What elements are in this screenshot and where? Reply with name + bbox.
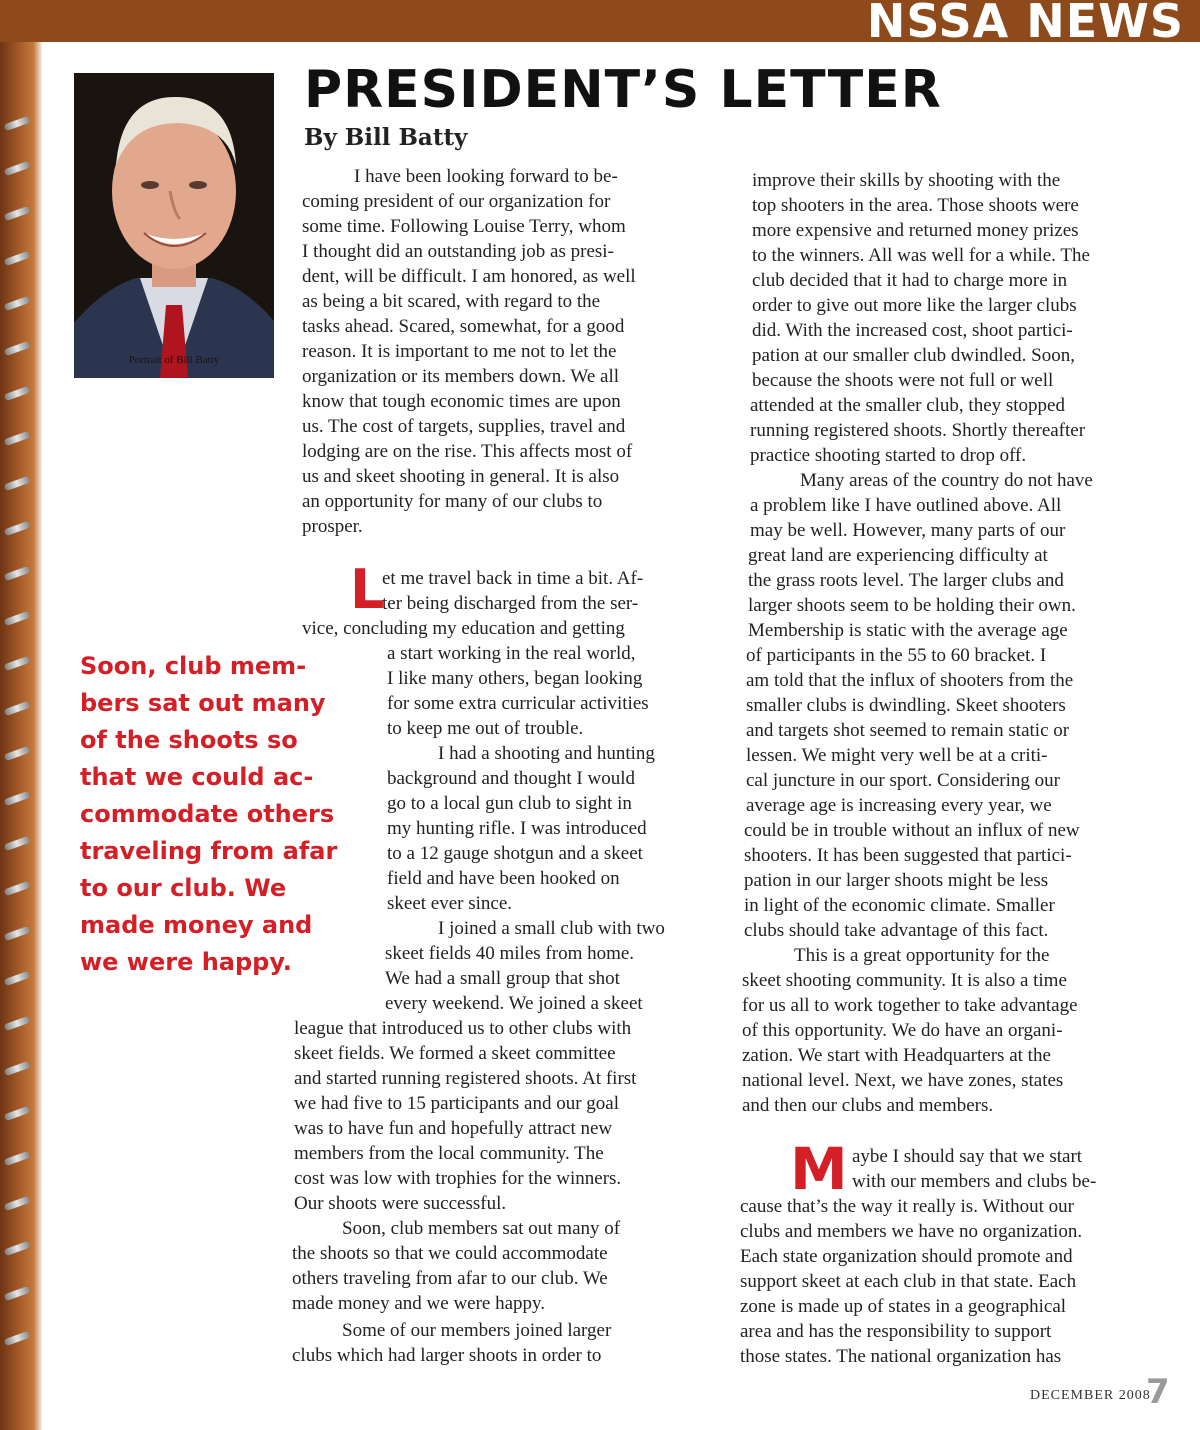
binding-ring [4, 1241, 31, 1256]
body-line: could be in trouble without an influx of new [744, 820, 1080, 841]
binding-ring [4, 836, 31, 851]
body-line: club decided that it had to charge more in [752, 270, 1068, 291]
body-line: with our members and clubs be- [852, 1171, 1097, 1192]
body-line: skeet ever since. [387, 893, 513, 914]
body-line: shooters. It has been suggested that partici- [744, 845, 1072, 866]
binding-ring [4, 1016, 31, 1031]
binding-ring [4, 431, 31, 446]
body-line: average age is increasing every year, we [746, 795, 1052, 816]
body-line: am told that the influx of shooters from the [746, 670, 1074, 691]
body-line: a problem like I have outlined above. All [750, 495, 1062, 516]
pull-quote-line: to our club. We [80, 874, 287, 902]
binding-ring [4, 971, 31, 986]
binding-ring [4, 1151, 31, 1166]
body-line: attended at the smaller club, they stopped [750, 395, 1065, 416]
binding-ring [4, 296, 31, 311]
body-line: an opportunity for many of our clubs to [302, 491, 603, 512]
body-line: as being a bit scared, with regard to the [302, 291, 601, 312]
binding-ring [4, 1106, 31, 1121]
body-line: to keep me out of trouble. [387, 718, 584, 739]
body-line: I like many others, began looking [387, 668, 643, 689]
body-line: a start working in the real world, [387, 643, 636, 664]
body-line: for some extra curricular activities [387, 693, 649, 714]
binding-ring [4, 656, 31, 671]
body-line: zone is made up of states in a geographical [740, 1296, 1067, 1317]
author-photo-alt: Portrait of Bill Batty [128, 354, 220, 366]
body-line: the grass roots level. The larger clubs and [748, 570, 1064, 591]
body-line: those states. The national organization has [740, 1346, 1062, 1367]
body-line: tasks ahead. Scared, somewhat, for a good [302, 316, 625, 337]
binding-ring [4, 1286, 31, 1301]
body-line: to the winners. All was well for a while. The [752, 245, 1090, 266]
binding-ring [4, 1196, 31, 1211]
body-line: some time. Following Louise Terry, whom [302, 216, 626, 237]
binding-ring [4, 1331, 31, 1346]
body-line: Many areas of the country do not have [800, 470, 1093, 491]
body-line: practice shooting started to drop off. [750, 445, 1027, 466]
body-line: us and skeet shooting in general. It is also [302, 466, 620, 487]
binding-ring [4, 746, 31, 761]
issue-date: DECEMBER 2008 [1030, 1388, 1151, 1403]
body-line: and then our clubs and members. [742, 1095, 994, 1116]
binding-ring [4, 791, 31, 806]
binding-ring [4, 926, 31, 941]
body-line: Our shoots were successful. [294, 1193, 507, 1214]
body-line: larger shoots seem to be holding their own. [748, 595, 1076, 616]
body-line: skeet shooting community. It is also a time [742, 970, 1067, 991]
body-line: coming president of our organization for [302, 191, 611, 212]
pull-quote-line: traveling from afar [80, 837, 338, 865]
body-line: my hunting rifle. I was introduced [387, 818, 647, 839]
body-line: lodging are on the rise. This affects most of [302, 441, 633, 462]
section-tag: NSSA NEWS [866, 0, 1184, 48]
body-line: vice, concluding my education and getting [302, 618, 625, 639]
body-line: clubs which had larger shoots in order to [292, 1345, 602, 1366]
binding-ring [4, 386, 31, 401]
pull-quote-line: that we could ac- [80, 763, 314, 791]
body-line: field and have been hooked on [387, 868, 620, 889]
pull-quote-line: Soon, club mem- [80, 652, 307, 680]
body-line: was to have fun and hopefully attract new [294, 1118, 613, 1139]
body-line: I thought did an outstanding job as presi- [302, 241, 614, 262]
body-line: et me travel back in time a bit. Af- [382, 568, 644, 589]
body-line: background and thought I would [387, 768, 636, 789]
body-line: pation at our smaller club dwindled. Soon, [752, 345, 1075, 366]
binding-ring [4, 521, 31, 536]
binding-ring [4, 341, 31, 356]
drop-cap-m: M [790, 1135, 848, 1203]
pull-quote-line: of the shoots so [80, 726, 298, 754]
binding-ring [4, 701, 31, 716]
body-line: and targets shot seemed to remain static or [746, 720, 1070, 741]
body-line: may be well. However, many parts of our [750, 520, 1066, 541]
body-line: reason. It is important to me not to let the [302, 341, 617, 362]
body-line: clubs and members we have no organization. [740, 1221, 1083, 1242]
body-line: This is a great opportunity for the [794, 945, 1050, 966]
body-line: members from the local community. The [294, 1143, 604, 1164]
body-line: others traveling from afar to our club. We [292, 1268, 608, 1289]
body-line: we had five to 15 participants and our goal [294, 1093, 620, 1114]
body-line: in light of the economic climate. Smaller [744, 895, 1055, 916]
body-line: more expensive and returned money prizes [752, 220, 1079, 241]
binding-ring [4, 611, 31, 626]
body-line: I had a shooting and hunting [438, 743, 655, 764]
body-line: for us all to work together to take advantage [742, 995, 1078, 1016]
body-line: and started running registered shoots. At first [294, 1068, 637, 1089]
body-line: aybe I should say that we start [852, 1146, 1083, 1167]
body-line: clubs should take advantage of this fact. [744, 920, 1049, 941]
article-byline: By Bill Batty [304, 124, 468, 151]
body-line: dent, will be difficult. I am honored, as well [302, 266, 636, 287]
body-line: Soon, club members sat out many of [342, 1218, 621, 1239]
binding-ring [4, 476, 31, 491]
body-line: running registered shoots. Shortly thereafter [750, 420, 1086, 441]
body-line: We had a small group that shot [385, 968, 620, 989]
binding-ring [4, 161, 31, 176]
body-line: did. With the increased cost, shoot partici- [752, 320, 1073, 341]
body-line: cause that’s the way it really is. Without our [740, 1196, 1074, 1217]
body-line: go to a local gun club to sight in [387, 793, 632, 814]
body-line: lessen. We might very well be at a criti- [746, 745, 1048, 766]
body-line: area and has the responsibility to support [740, 1321, 1052, 1342]
body-line: cost was low with trophies for the winners. [294, 1168, 622, 1189]
body-line: national level. Next, we have zones, states [742, 1070, 1064, 1091]
binding-ring [4, 1061, 31, 1076]
pull-quote-line: bers sat out many [80, 689, 326, 717]
body-line: of this opportunity. We do have an organi- [742, 1020, 1063, 1041]
body-line: support skeet at each club in that state. Each [740, 1271, 1077, 1292]
body-line: ter being discharged from the ser- [382, 593, 639, 614]
body-line: because the shoots were not full or well [752, 370, 1054, 391]
body-line: I joined a small club with two [438, 918, 665, 939]
body-line: Membership is static with the average age [748, 620, 1068, 641]
binding-ring [4, 206, 31, 221]
body-line: to a 12 gauge shotgun and a skeet [387, 843, 643, 864]
body-line: organization or its members down. We all [302, 366, 620, 387]
body-line: top shooters in the area. Those shoots were [752, 195, 1079, 216]
binding-ring [4, 251, 31, 266]
body-line: made money and we were happy. [292, 1293, 546, 1314]
body-line: league that introduced us to other clubs with [294, 1018, 632, 1039]
body-line: order to give out more like the larger clubs [752, 295, 1077, 316]
body-line: Some of our members joined larger [342, 1320, 612, 1341]
body-line: smaller clubs is dwindling. Skeet shooters [746, 695, 1066, 716]
body-line: cal juncture in our sport. Considering our [746, 770, 1060, 791]
body-line: great land are experiencing difficulty at [748, 545, 1048, 566]
body-line: improve their skills by shooting with the [752, 170, 1061, 191]
binding-ring [4, 881, 31, 896]
body-line: prosper. [302, 516, 363, 537]
body-line: of participants in the 55 to 60 bracket. I [746, 645, 1047, 666]
body-line: us. The cost of targets, supplies, travel and [302, 416, 626, 437]
author-photo [74, 73, 274, 378]
drop-cap-l: L [350, 558, 385, 621]
spiral-binding [0, 0, 42, 1430]
body-line: I have been looking forward to be- [354, 166, 618, 187]
body-line: skeet fields. We formed a skeet committee [294, 1043, 616, 1064]
body-line: every weekend. We joined a skeet [385, 993, 643, 1014]
pull-quote-line: we were happy. [80, 948, 292, 976]
pull-quote-line: commodate others [80, 800, 335, 828]
binding-ring [4, 116, 31, 131]
body-line: Each state organization should promote and [740, 1246, 1073, 1267]
article-title: PRESIDENT’S LETTER [304, 60, 942, 120]
body-line: the shoots so that we could accommodate [292, 1243, 608, 1264]
binding-ring [4, 566, 31, 581]
body-line: pation in our larger shoots might be less [744, 870, 1049, 891]
body-line: know that tough economic times are upon [302, 391, 621, 412]
page-number: 7 [1146, 1372, 1170, 1412]
body-line: skeet fields 40 miles from home. [385, 943, 635, 964]
pull-quote-line: made money and [80, 911, 313, 939]
body-line: zation. We start with Headquarters at the [742, 1045, 1051, 1066]
